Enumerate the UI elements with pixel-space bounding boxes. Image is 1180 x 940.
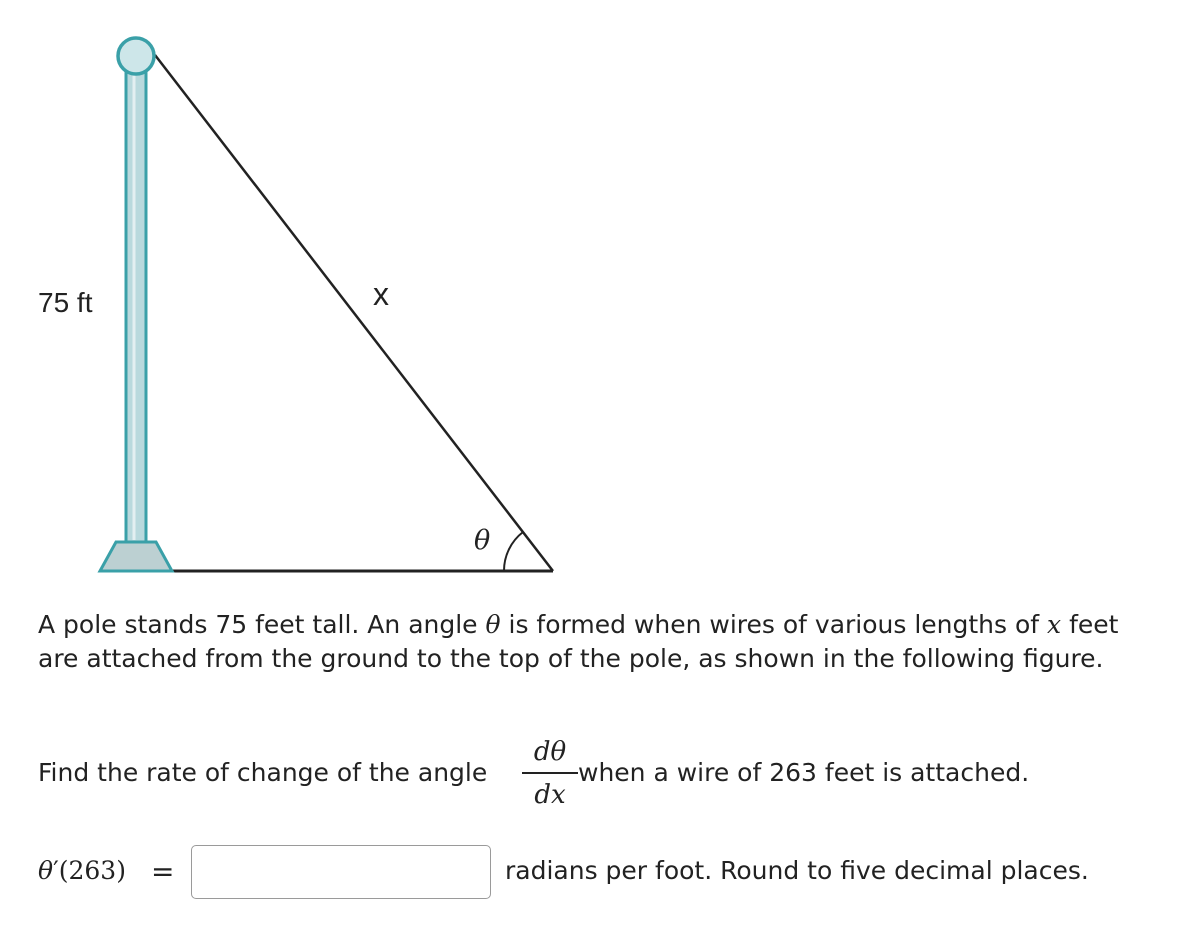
theta-symbol: θ [485, 610, 501, 639]
equals-sign: = [151, 855, 175, 888]
problem-text-3: feet are attached from the ground to the top of the pole, as shown in the following figure. [38, 610, 1119, 673]
wire-length-label: x [373, 276, 389, 312]
problem-text-2: is formed when wires of various lengths of [500, 610, 1048, 639]
fraction-denominator: dx [534, 780, 566, 810]
pole-top-ball [118, 38, 154, 74]
answer-row [38, 843, 1158, 903]
pole [126, 64, 146, 542]
pole-height-label: 75 ft [38, 287, 93, 318]
angle-arc [504, 532, 523, 571]
wire-line [155, 55, 553, 571]
derivative-fraction [518, 734, 582, 812]
answer-input[interactable] [191, 845, 491, 899]
pole-base [100, 542, 172, 571]
answer-instructions: radians per foot. Round to five decimal places. [505, 856, 1089, 885]
question-suffix: when a wire of 263 feet is attached. [578, 758, 1030, 787]
answer-label [38, 856, 126, 885]
problem-text-1: A pole stands 75 feet tall. An angle [38, 610, 486, 639]
question-prefix: Find the rate of change of the angle [38, 758, 488, 787]
fraction-bar [522, 772, 578, 774]
x-variable: x [1047, 610, 1062, 639]
answer-prime-arg: ′(263) [53, 856, 126, 885]
problem-statement [38, 608, 1148, 676]
fraction-numerator: dθ [533, 737, 567, 767]
answer-theta: θ [38, 856, 54, 885]
angle-theta-label: θ [474, 525, 491, 556]
question-row [38, 734, 1158, 814]
